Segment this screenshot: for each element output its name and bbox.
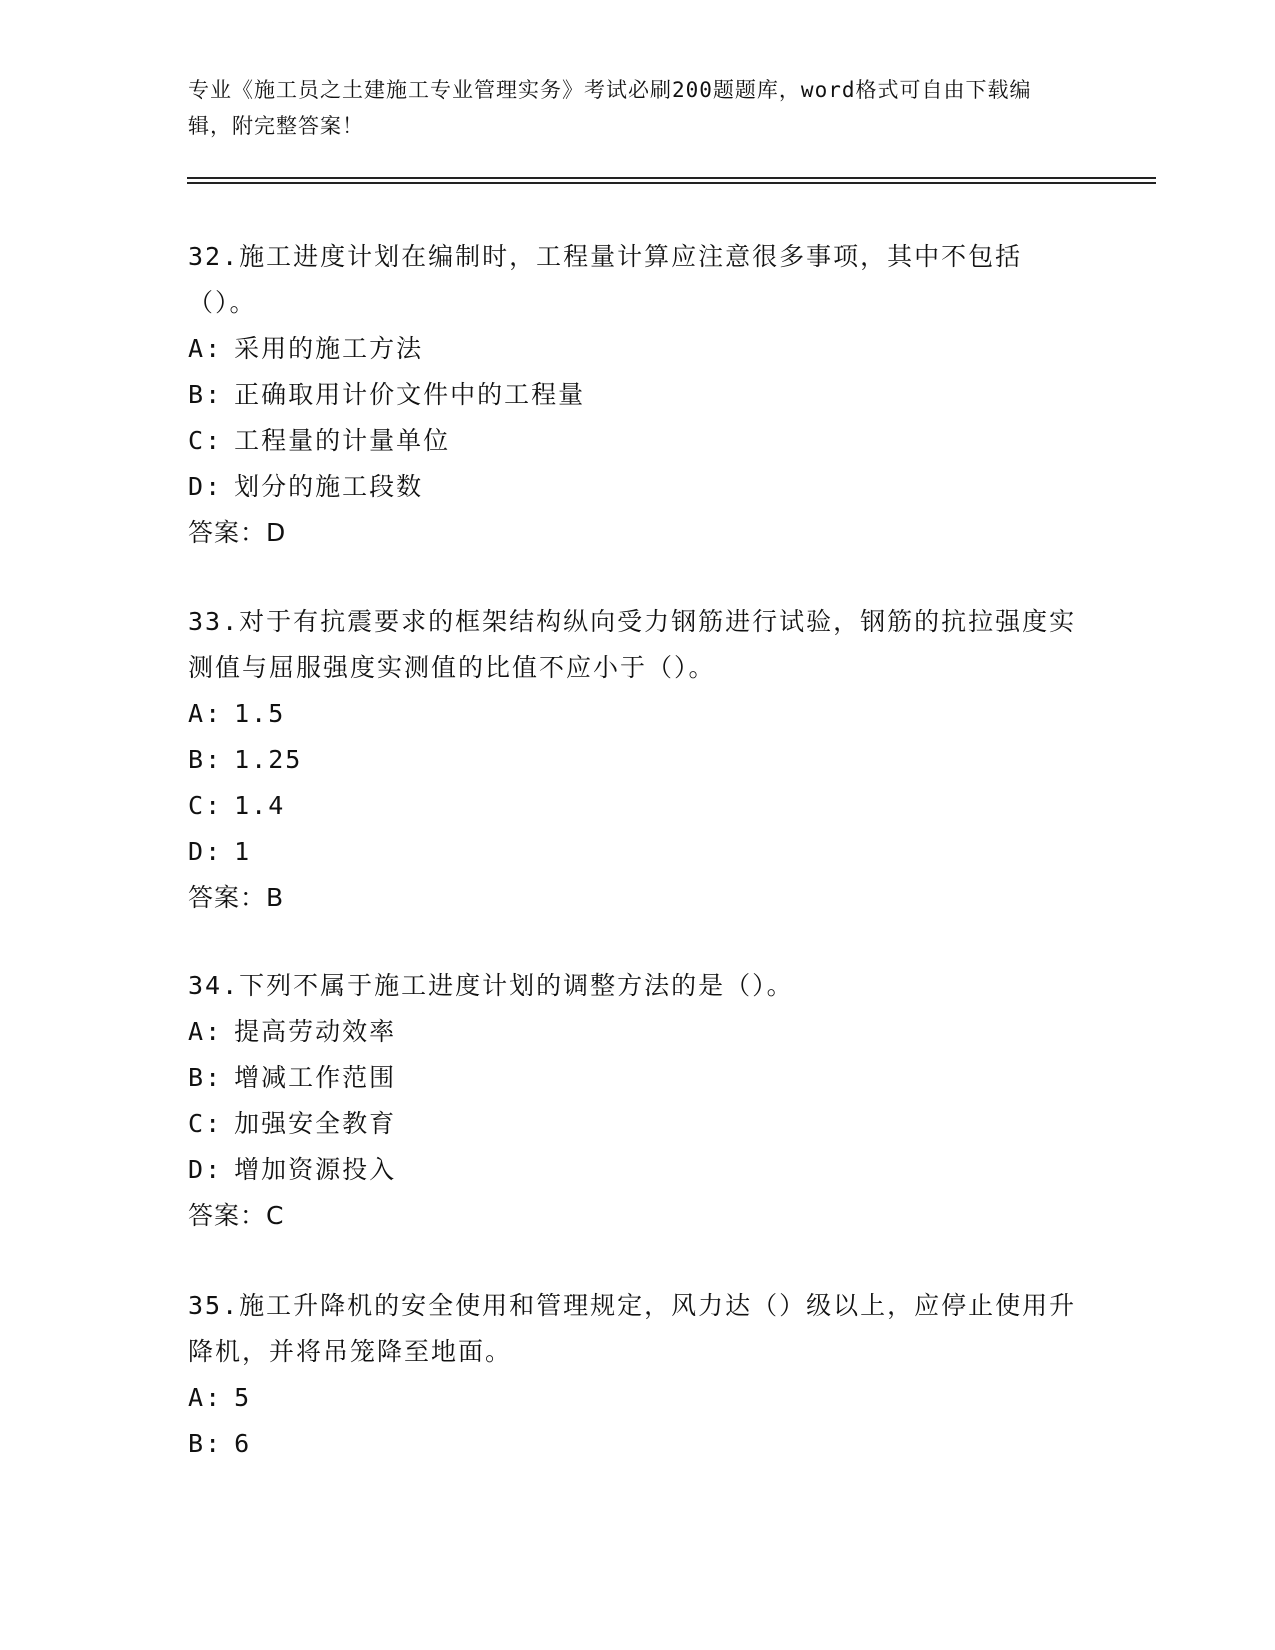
option-separator: : <box>205 1383 223 1412</box>
option-separator: : <box>205 426 223 455</box>
question-33 <box>188 599 1078 921</box>
option-text: 采用的施工方法 <box>234 334 424 363</box>
option-b <box>188 1421 1078 1467</box>
option-separator: : <box>205 745 223 774</box>
option-a <box>188 326 1078 372</box>
option-text: 加强安全教育 <box>234 1109 397 1138</box>
option-letter: A <box>188 699 206 728</box>
answer-label: 答案：B <box>188 883 285 912</box>
option-separator: : <box>205 1155 223 1184</box>
option-text: 5 <box>234 1383 252 1412</box>
option-d <box>188 1147 1078 1193</box>
question-stem: 35.施工升降机的安全使用和管理规定，风力达（）级以上，应停止使用升降机，并将吊笼降至地面。 <box>188 1291 1077 1366</box>
option-b <box>188 372 1078 418</box>
option-separator: : <box>205 791 223 820</box>
question-32 <box>188 234 1078 556</box>
option-text: 工程量的计量单位 <box>234 426 451 455</box>
option-letter: C <box>188 426 206 455</box>
question-stem: 33.对于有抗震要求的框架结构纵向受力钢筋进行试验，钢筋的抗拉强度实测值与屈服强度实测值的比值不应小于（）。 <box>188 607 1077 682</box>
option-letter: A <box>188 1383 206 1412</box>
option-b <box>188 737 1078 783</box>
option-separator: : <box>205 699 223 728</box>
option-letter: B <box>188 380 206 409</box>
option-separator: : <box>205 380 223 409</box>
question-stem: 32.施工进度计划在编制时，工程量计算应注意很多事项，其中不包括（）。 <box>188 242 1023 317</box>
option-text: 划分的施工段数 <box>234 472 424 501</box>
question-35 <box>188 1283 1078 1467</box>
option-d <box>188 829 1078 875</box>
option-text: 正确取用计价文件中的工程量 <box>234 380 586 409</box>
option-letter: B <box>188 745 206 774</box>
option-text: 增减工作范围 <box>234 1063 397 1092</box>
option-text: 6 <box>234 1429 252 1458</box>
option-separator: : <box>205 472 223 501</box>
option-letter: D <box>188 472 206 501</box>
option-separator: : <box>205 1109 223 1138</box>
option-letter: C <box>188 1109 206 1138</box>
option-separator: : <box>205 1429 223 1458</box>
option-text: 提高劳动效率 <box>234 1017 397 1046</box>
option-separator: : <box>205 334 223 363</box>
option-d <box>188 464 1078 510</box>
answer-label: 答案：C <box>188 1201 285 1230</box>
option-letter: A <box>188 1017 206 1046</box>
option-separator: : <box>205 837 223 866</box>
option-letter: C <box>188 791 206 820</box>
option-separator: : <box>205 1063 223 1092</box>
option-a <box>188 691 1078 737</box>
question-stem: 34.下列不属于施工进度计划的调整方法的是（）。 <box>188 971 794 1000</box>
option-letter: B <box>188 1063 206 1092</box>
option-text: 1.5 <box>234 699 286 728</box>
option-c <box>188 418 1078 464</box>
header-divider-bottom <box>187 182 1156 184</box>
option-a <box>188 1009 1078 1055</box>
option-a <box>188 1375 1078 1421</box>
option-letter: D <box>188 1155 206 1184</box>
option-c <box>188 1101 1078 1147</box>
header-divider-top <box>187 177 1156 179</box>
answer-label: 答案：D <box>188 518 287 547</box>
option-text: 增加资源投入 <box>234 1155 397 1184</box>
option-text: 1.4 <box>234 791 286 820</box>
option-separator: : <box>205 1017 223 1046</box>
option-c <box>188 783 1078 829</box>
document-header: 专业《施工员之土建施工专业管理实务》考试必刷200题题库，word格式可自由下载编辑，附完整答案！ <box>188 78 1032 138</box>
option-letter: D <box>188 837 206 866</box>
option-b <box>188 1055 1078 1101</box>
option-letter: B <box>188 1429 206 1458</box>
option-letter: A <box>188 334 206 363</box>
option-text: 1.25 <box>234 745 303 774</box>
option-text: 1 <box>234 837 252 866</box>
question-34 <box>188 963 1078 1239</box>
